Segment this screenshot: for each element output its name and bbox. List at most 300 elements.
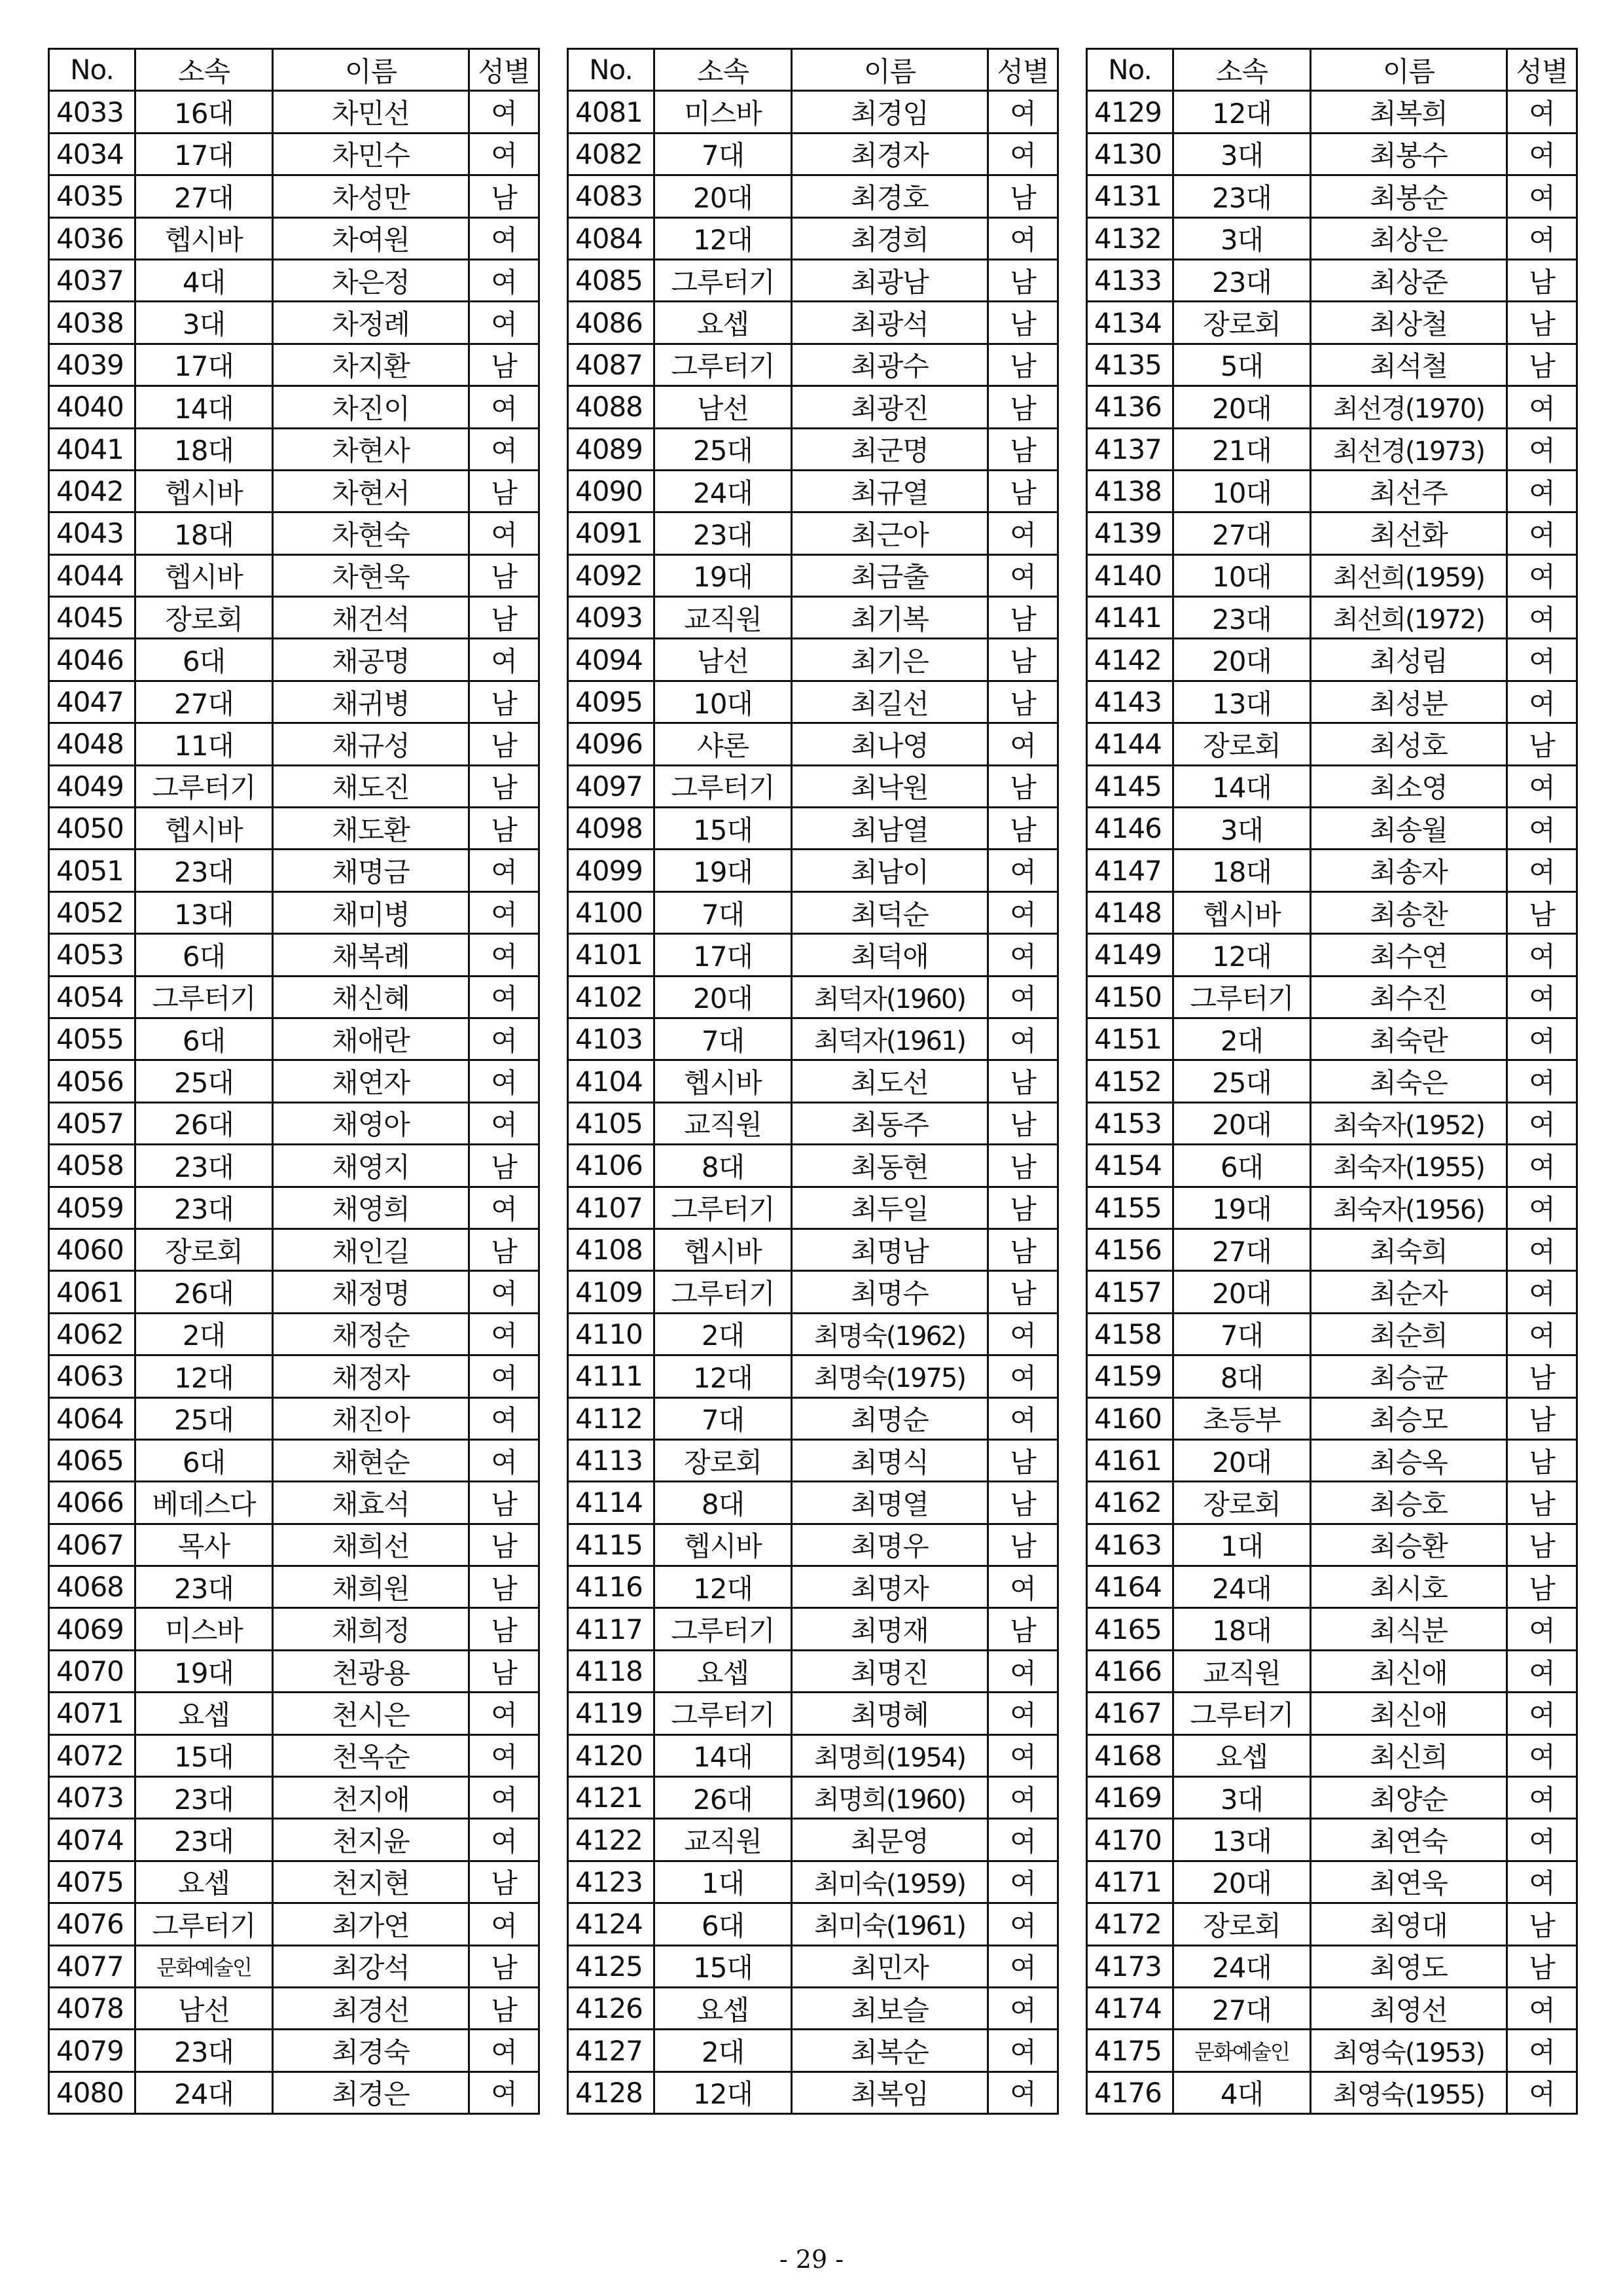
cell-no: 4047 xyxy=(49,681,135,723)
table-row xyxy=(49,1945,539,1987)
cell-no: 4124 xyxy=(568,1903,654,1945)
cell-no: 4076 xyxy=(49,1903,135,1945)
cell-name: 채명금 xyxy=(273,850,469,891)
cell-name: 최명희(1954) xyxy=(792,1734,988,1776)
cell-name: 최송월 xyxy=(1311,808,1507,850)
cell-affiliation: 그루터기 xyxy=(654,344,792,386)
table-row xyxy=(49,259,539,301)
cell-name: 최기은 xyxy=(792,639,988,681)
cell-name: 최두일 xyxy=(792,1187,988,1229)
cell-no: 4075 xyxy=(49,1861,135,1903)
cell-gender: 남 xyxy=(469,808,539,850)
cell-no: 4034 xyxy=(49,133,135,175)
cell-affiliation: 장로회 xyxy=(1173,723,1311,765)
cell-gender: 여 xyxy=(1507,1102,1577,1144)
cell-affiliation: 6대 xyxy=(1173,1145,1311,1187)
cell-gender: 남 xyxy=(1507,302,1577,344)
cell-affiliation: 장로회 xyxy=(135,1229,273,1270)
header-name: 이름 xyxy=(1311,49,1507,91)
cell-affiliation: 12대 xyxy=(654,217,792,259)
cell-affiliation: 24대 xyxy=(654,470,792,512)
table-row xyxy=(1087,1060,1577,1102)
cell-no: 4056 xyxy=(49,1060,135,1102)
cell-gender: 여 xyxy=(988,1313,1058,1355)
cell-name: 최승모 xyxy=(1311,1397,1507,1439)
table-row xyxy=(1087,1693,1577,1734)
table-row xyxy=(568,428,1058,470)
cell-name: 최미숙(1961) xyxy=(792,1903,988,1945)
cell-gender: 여 xyxy=(1507,1819,1577,1861)
cell-name: 차현숙 xyxy=(273,512,469,554)
cell-gender: 남 xyxy=(1507,1566,1577,1608)
table-row xyxy=(49,808,539,850)
cell-gender: 남 xyxy=(469,1524,539,1566)
cell-no: 4109 xyxy=(568,1271,654,1313)
cell-gender: 여 xyxy=(469,1271,539,1313)
cell-no: 4081 xyxy=(568,91,654,133)
table-row xyxy=(49,1397,539,1439)
cell-affiliation: 7대 xyxy=(654,133,792,175)
cell-name: 채영아 xyxy=(273,1102,469,1144)
table-row xyxy=(1087,597,1577,639)
cell-gender: 남 xyxy=(469,723,539,765)
cell-no: 4158 xyxy=(1087,1313,1173,1355)
cell-affiliation: 21대 xyxy=(1173,428,1311,470)
cell-affiliation: 요셉 xyxy=(135,1693,273,1734)
table-row xyxy=(568,217,1058,259)
cell-no: 4171 xyxy=(1087,1861,1173,1903)
cell-affiliation: 13대 xyxy=(1173,681,1311,723)
cell-gender: 여 xyxy=(1507,639,1577,681)
cell-affiliation: 27대 xyxy=(135,681,273,723)
cell-no: 4118 xyxy=(568,1650,654,1692)
table-row xyxy=(1087,1313,1577,1355)
cell-affiliation: 24대 xyxy=(135,2072,273,2113)
table-row xyxy=(568,850,1058,891)
cell-gender: 남 xyxy=(469,1861,539,1903)
cell-no: 4160 xyxy=(1087,1397,1173,1439)
cell-no: 4148 xyxy=(1087,891,1173,933)
cell-no: 4058 xyxy=(49,1145,135,1187)
cell-gender: 남 xyxy=(1507,1439,1577,1481)
cell-affiliation: 그루터기 xyxy=(654,1693,792,1734)
cell-name: 최봉수 xyxy=(1311,133,1507,175)
table-row xyxy=(568,91,1058,133)
cell-name: 최민자 xyxy=(792,1945,988,1987)
cell-no: 4066 xyxy=(49,1482,135,1524)
cell-no: 4149 xyxy=(1087,934,1173,976)
cell-no: 4123 xyxy=(568,1861,654,1903)
cell-affiliation: 23대 xyxy=(135,850,273,891)
cell-gender: 여 xyxy=(469,1187,539,1229)
cell-affiliation: 14대 xyxy=(654,1734,792,1776)
cell-gender: 여 xyxy=(1507,765,1577,807)
cell-no: 4105 xyxy=(568,1102,654,1144)
cell-affiliation: 23대 xyxy=(135,1187,273,1229)
cell-affiliation: 그루터기 xyxy=(1173,976,1311,1018)
table-row xyxy=(1087,1229,1577,1270)
cell-gender: 여 xyxy=(1507,808,1577,850)
header-name: 이름 xyxy=(792,49,988,91)
table-row xyxy=(49,597,539,639)
cell-no: 4113 xyxy=(568,1439,654,1481)
cell-name: 최연욱 xyxy=(1311,1861,1507,1903)
table-row xyxy=(568,259,1058,301)
cell-no: 4049 xyxy=(49,765,135,807)
cell-affiliation: 17대 xyxy=(654,934,792,976)
header-gender: 성별 xyxy=(469,49,539,91)
table-row xyxy=(568,512,1058,554)
cell-no: 4107 xyxy=(568,1187,654,1229)
cell-gender: 여 xyxy=(1507,428,1577,470)
cell-name: 최명순 xyxy=(792,1397,988,1439)
cell-name: 최선주 xyxy=(1311,470,1507,512)
cell-name: 최상은 xyxy=(1311,217,1507,259)
cell-affiliation: 15대 xyxy=(654,808,792,850)
cell-name: 최성호 xyxy=(1311,723,1507,765)
cell-gender: 남 xyxy=(988,175,1058,217)
cell-name: 최광진 xyxy=(792,386,988,428)
table-row xyxy=(1087,1861,1577,1903)
cell-gender: 여 xyxy=(1507,91,1577,133)
cell-gender: 여 xyxy=(988,1693,1058,1734)
table-row xyxy=(568,681,1058,723)
cell-no: 4114 xyxy=(568,1482,654,1524)
table-row xyxy=(568,1650,1058,1692)
cell-affiliation: 3대 xyxy=(1173,808,1311,850)
cell-affiliation: 20대 xyxy=(1173,1439,1311,1481)
cell-name: 천옥순 xyxy=(273,1734,469,1776)
cell-affiliation: 3대 xyxy=(1173,217,1311,259)
cell-gender: 남 xyxy=(469,470,539,512)
table-row xyxy=(1087,259,1577,301)
table-row xyxy=(568,1271,1058,1313)
cell-name: 최선화 xyxy=(1311,512,1507,554)
cell-name: 최미숙(1959) xyxy=(792,1861,988,1903)
table-row xyxy=(568,386,1058,428)
cell-gender: 남 xyxy=(1507,1903,1577,1945)
cell-name: 최승옥 xyxy=(1311,1439,1507,1481)
cell-no: 4157 xyxy=(1087,1271,1173,1313)
cell-gender: 여 xyxy=(988,891,1058,933)
cell-no: 4041 xyxy=(49,428,135,470)
table-row xyxy=(1087,850,1577,891)
cell-name: 채도진 xyxy=(273,765,469,807)
cell-gender: 여 xyxy=(988,1777,1058,1819)
table-row xyxy=(1087,91,1577,133)
table-row xyxy=(1087,808,1577,850)
cell-gender: 여 xyxy=(469,2072,539,2113)
cell-name: 채정순 xyxy=(273,1313,469,1355)
cell-name: 채건석 xyxy=(273,597,469,639)
table-row xyxy=(568,891,1058,933)
cell-affiliation: 24대 xyxy=(1173,1945,1311,1987)
cell-affiliation: 25대 xyxy=(135,1060,273,1102)
cell-name: 최규열 xyxy=(792,470,988,512)
cell-no: 4162 xyxy=(1087,1482,1173,1524)
cell-gender: 남 xyxy=(1507,1945,1577,1987)
cell-gender: 남 xyxy=(988,470,1058,512)
table-row xyxy=(1087,1608,1577,1650)
table-row xyxy=(1087,1018,1577,1060)
table-row xyxy=(568,1145,1058,1187)
table-row xyxy=(49,428,539,470)
cell-no: 4164 xyxy=(1087,1566,1173,1608)
cell-affiliation: 그루터기 xyxy=(654,1608,792,1650)
cell-no: 4089 xyxy=(568,428,654,470)
cell-affiliation: 15대 xyxy=(654,1945,792,1987)
cell-name: 최경임 xyxy=(792,91,988,133)
cell-affiliation: 7대 xyxy=(1173,1313,1311,1355)
header-name: 이름 xyxy=(273,49,469,91)
cell-name: 채공명 xyxy=(273,639,469,681)
cell-gender: 여 xyxy=(1507,934,1577,976)
cell-gender: 남 xyxy=(988,1271,1058,1313)
cell-affiliation: 7대 xyxy=(654,1018,792,1060)
cell-no: 4085 xyxy=(568,259,654,301)
table-row xyxy=(49,1187,539,1229)
table-row xyxy=(568,1482,1058,1524)
table-row xyxy=(568,976,1058,1018)
cell-name: 채희선 xyxy=(273,1524,469,1566)
table-row xyxy=(49,175,539,217)
cell-affiliation: 목사 xyxy=(135,1524,273,1566)
cell-affiliation: 헵시바 xyxy=(654,1060,792,1102)
cell-affiliation: 12대 xyxy=(654,2072,792,2113)
table-row xyxy=(568,344,1058,386)
cell-affiliation: 8대 xyxy=(1173,1355,1311,1397)
cell-affiliation: 1대 xyxy=(654,1861,792,1903)
cell-name: 채귀병 xyxy=(273,681,469,723)
cell-gender: 여 xyxy=(988,1355,1058,1397)
cell-name: 천지현 xyxy=(273,1861,469,1903)
cell-affiliation: 25대 xyxy=(1173,1060,1311,1102)
cell-gender: 여 xyxy=(469,1734,539,1776)
roster-table-3 xyxy=(1086,48,1578,2115)
cell-gender: 남 xyxy=(988,681,1058,723)
header-gender: 성별 xyxy=(988,49,1058,91)
table-row xyxy=(49,1777,539,1819)
cell-no: 4082 xyxy=(568,133,654,175)
cell-gender: 남 xyxy=(988,1060,1058,1102)
cell-gender: 남 xyxy=(988,1608,1058,1650)
table-row xyxy=(568,639,1058,681)
cell-no: 4046 xyxy=(49,639,135,681)
cell-gender: 여 xyxy=(988,1018,1058,1060)
cell-name: 최경호 xyxy=(792,175,988,217)
cell-affiliation: 27대 xyxy=(1173,1229,1311,1270)
table-row xyxy=(1087,344,1577,386)
cell-name: 최경자 xyxy=(792,133,988,175)
cell-no: 4145 xyxy=(1087,765,1173,807)
cell-affiliation: 12대 xyxy=(1173,91,1311,133)
cell-affiliation: 18대 xyxy=(135,512,273,554)
cell-name: 차진이 xyxy=(273,386,469,428)
cell-no: 4095 xyxy=(568,681,654,723)
cell-gender: 여 xyxy=(1507,1187,1577,1229)
cell-gender: 여 xyxy=(1507,1608,1577,1650)
cell-gender: 여 xyxy=(1507,681,1577,723)
table-row xyxy=(1087,1271,1577,1313)
cell-gender: 여 xyxy=(469,512,539,554)
header-no: No. xyxy=(568,49,654,91)
cell-no: 4091 xyxy=(568,512,654,554)
cell-no: 4062 xyxy=(49,1313,135,1355)
cell-no: 4131 xyxy=(1087,175,1173,217)
cell-affiliation: 24대 xyxy=(1173,1566,1311,1608)
cell-name: 최송자 xyxy=(1311,850,1507,891)
cell-affiliation: 26대 xyxy=(135,1102,273,1144)
cell-gender: 여 xyxy=(469,1693,539,1734)
cell-no: 4050 xyxy=(49,808,135,850)
table-row xyxy=(568,1608,1058,1650)
cell-affiliation: 20대 xyxy=(1173,386,1311,428)
cell-affiliation: 23대 xyxy=(654,512,792,554)
cell-gender: 남 xyxy=(1507,891,1577,933)
cell-affiliation: 17대 xyxy=(135,344,273,386)
cell-no: 4106 xyxy=(568,1145,654,1187)
cell-affiliation: 10대 xyxy=(654,681,792,723)
cell-no: 4086 xyxy=(568,302,654,344)
cell-gender: 여 xyxy=(1507,850,1577,891)
cell-name: 채진아 xyxy=(273,1397,469,1439)
cell-name: 최상준 xyxy=(1311,259,1507,301)
table-row xyxy=(49,1903,539,1945)
cell-name: 최금출 xyxy=(792,554,988,596)
cell-name: 최복희 xyxy=(1311,91,1507,133)
table-row xyxy=(568,302,1058,344)
cell-no: 4129 xyxy=(1087,91,1173,133)
cell-no: 4122 xyxy=(568,1819,654,1861)
cell-affiliation: 문화예술인 xyxy=(135,1945,273,1987)
cell-gender: 여 xyxy=(988,934,1058,976)
cell-no: 4038 xyxy=(49,302,135,344)
cell-name: 채희정 xyxy=(273,1608,469,1650)
cell-gender: 여 xyxy=(1507,1145,1577,1187)
cell-name: 최선경(1970) xyxy=(1311,386,1507,428)
cell-gender: 여 xyxy=(469,1018,539,1060)
cell-gender: 남 xyxy=(1507,1397,1577,1439)
cell-gender: 여 xyxy=(1507,1229,1577,1270)
cell-name: 최승환 xyxy=(1311,1524,1507,1566)
cell-affiliation: 2대 xyxy=(654,1313,792,1355)
cell-gender: 여 xyxy=(988,1987,1058,2029)
cell-gender: 남 xyxy=(988,344,1058,386)
cell-no: 4057 xyxy=(49,1102,135,1144)
cell-gender: 여 xyxy=(469,428,539,470)
cell-affiliation: 10대 xyxy=(1173,470,1311,512)
cell-affiliation: 8대 xyxy=(654,1145,792,1187)
cell-affiliation: 장로회 xyxy=(1173,1903,1311,1945)
cell-name: 최승균 xyxy=(1311,1355,1507,1397)
cell-affiliation: 헵시바 xyxy=(135,808,273,850)
cell-name: 최순희 xyxy=(1311,1313,1507,1355)
cell-affiliation: 23대 xyxy=(135,2030,273,2072)
cell-name: 채규성 xyxy=(273,723,469,765)
cell-affiliation: 그루터기 xyxy=(1173,1693,1311,1734)
cell-name: 최광석 xyxy=(792,302,988,344)
table-row xyxy=(1087,2072,1577,2113)
cell-affiliation: 그루터기 xyxy=(654,1187,792,1229)
cell-no: 4036 xyxy=(49,217,135,259)
cell-no: 4088 xyxy=(568,386,654,428)
table-header-row xyxy=(49,49,539,91)
cell-gender: 여 xyxy=(1507,217,1577,259)
cell-gender: 남 xyxy=(469,1229,539,1270)
cell-affiliation: 16대 xyxy=(135,91,273,133)
cell-name: 차지환 xyxy=(273,344,469,386)
table-row xyxy=(1087,1650,1577,1692)
cell-gender: 여 xyxy=(469,1313,539,1355)
cell-affiliation: 2대 xyxy=(135,1313,273,1355)
cell-gender: 여 xyxy=(988,133,1058,175)
table-row xyxy=(49,976,539,1018)
cell-name: 최신애 xyxy=(1311,1693,1507,1734)
table-row xyxy=(49,891,539,933)
cell-name: 최강석 xyxy=(273,1945,469,1987)
cell-no: 4127 xyxy=(568,2030,654,2072)
cell-affiliation: 3대 xyxy=(135,302,273,344)
cell-name: 최영숙(1955) xyxy=(1311,2072,1507,2113)
cell-no: 4176 xyxy=(1087,2072,1173,2113)
cell-no: 4078 xyxy=(49,1987,135,2029)
cell-gender: 여 xyxy=(988,1397,1058,1439)
table-row xyxy=(49,2030,539,2072)
cell-affiliation: 15대 xyxy=(135,1734,273,1776)
cell-no: 4168 xyxy=(1087,1734,1173,1776)
cell-gender: 여 xyxy=(1507,597,1577,639)
table-row xyxy=(1087,1524,1577,1566)
table-row xyxy=(49,1439,539,1481)
cell-no: 4132 xyxy=(1087,217,1173,259)
cell-gender: 여 xyxy=(469,850,539,891)
cell-no: 4055 xyxy=(49,1018,135,1060)
cell-name: 최영선 xyxy=(1311,1987,1507,2029)
cell-no: 4045 xyxy=(49,597,135,639)
cell-gender: 여 xyxy=(988,1861,1058,1903)
cell-no: 4063 xyxy=(49,1355,135,1397)
cell-name: 최길선 xyxy=(792,681,988,723)
cell-gender: 여 xyxy=(988,1734,1058,1776)
table-row xyxy=(568,2030,1058,2072)
cell-gender: 남 xyxy=(469,554,539,596)
table-row xyxy=(49,1313,539,1355)
cell-name: 최동현 xyxy=(792,1145,988,1187)
cell-affiliation: 헵시바 xyxy=(654,1524,792,1566)
cell-name: 최군명 xyxy=(792,428,988,470)
cell-no: 4054 xyxy=(49,976,135,1018)
cell-affiliation: 7대 xyxy=(654,891,792,933)
cell-no: 4139 xyxy=(1087,512,1173,554)
cell-gender: 여 xyxy=(469,891,539,933)
cell-name: 최시호 xyxy=(1311,1566,1507,1608)
cell-name: 채효석 xyxy=(273,1482,469,1524)
cell-gender: 여 xyxy=(988,217,1058,259)
cell-affiliation: 12대 xyxy=(654,1355,792,1397)
cell-name: 차은정 xyxy=(273,259,469,301)
cell-name: 천시은 xyxy=(273,1693,469,1734)
cell-gender: 남 xyxy=(1507,1355,1577,1397)
cell-no: 4060 xyxy=(49,1229,135,1270)
cell-affiliation: 6대 xyxy=(654,1903,792,1945)
cell-no: 4077 xyxy=(49,1945,135,1987)
table-row xyxy=(49,1018,539,1060)
cell-affiliation: 1대 xyxy=(1173,1524,1311,1566)
table-row xyxy=(1087,1566,1577,1608)
cell-gender: 남 xyxy=(469,1145,539,1187)
cell-name: 최근아 xyxy=(792,512,988,554)
cell-name: 최복순 xyxy=(792,2030,988,2072)
